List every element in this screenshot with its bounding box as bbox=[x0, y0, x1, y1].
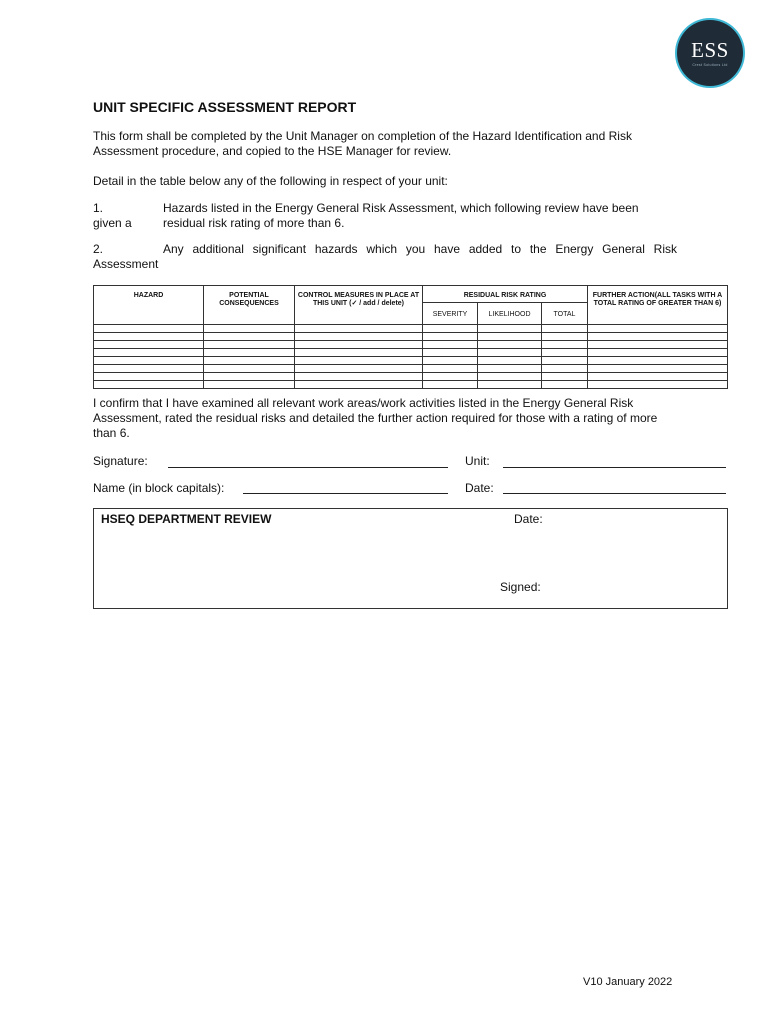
table-row bbox=[94, 325, 728, 333]
table-cell[interactable] bbox=[204, 381, 295, 389]
table-cell[interactable] bbox=[588, 381, 728, 389]
table-cell[interactable] bbox=[588, 357, 728, 365]
table-cell[interactable] bbox=[423, 357, 478, 365]
version-footer: V10 January 2022 bbox=[583, 976, 673, 988]
table-cell[interactable] bbox=[204, 333, 295, 341]
table-cell[interactable] bbox=[588, 365, 728, 373]
table-cell[interactable] bbox=[588, 325, 728, 333]
table-cell[interactable] bbox=[295, 373, 423, 381]
table-cell[interactable] bbox=[94, 357, 204, 365]
table-cell[interactable] bbox=[423, 365, 478, 373]
page-title: UNIT SPECIFIC ASSESSMENT REPORT bbox=[93, 99, 357, 115]
table-cell[interactable] bbox=[295, 341, 423, 349]
company-logo bbox=[677, 20, 743, 86]
table-row bbox=[94, 381, 728, 389]
logo-text: ESS bbox=[691, 37, 729, 62]
residual-risk-header: RESIDUAL RISK RATING bbox=[423, 286, 588, 303]
signature-label: Signature: bbox=[93, 454, 148, 468]
consequences-header: POTENTIAL CONSEQUENCES bbox=[204, 286, 295, 325]
table-cell[interactable] bbox=[478, 365, 542, 373]
table-cell[interactable] bbox=[542, 357, 588, 365]
name-line[interactable] bbox=[243, 493, 448, 494]
date-line[interactable] bbox=[503, 493, 726, 494]
table-row bbox=[94, 333, 728, 341]
table-cell[interactable] bbox=[478, 373, 542, 381]
list-text: Any additional significant hazards which you have added to the Energy General Risk bbox=[163, 242, 677, 256]
review-signed-label: Signed: bbox=[500, 580, 541, 594]
table-cell[interactable] bbox=[588, 333, 728, 341]
table-row bbox=[94, 373, 728, 381]
table-cell[interactable] bbox=[94, 365, 204, 373]
unit-line[interactable] bbox=[503, 467, 726, 468]
table-cell[interactable] bbox=[295, 381, 423, 389]
confirmation-paragraph: I confirm that I have examined all relevant work areas/work activities listed in the Energy General Risk Assessment, rated the residual risks and detailed the further action required for those with a rating of more than 6. bbox=[93, 396, 658, 440]
table-row bbox=[94, 341, 728, 349]
list-number: 1. bbox=[93, 201, 104, 215]
likelihood-header: LIKELIHOOD bbox=[478, 303, 542, 325]
list-text-prefix: given a bbox=[93, 216, 132, 230]
table-cell[interactable] bbox=[295, 349, 423, 357]
severity-header: SEVERITY bbox=[423, 303, 478, 325]
table-cell[interactable] bbox=[542, 381, 588, 389]
table-cell[interactable] bbox=[423, 373, 478, 381]
table-cell[interactable] bbox=[94, 373, 204, 381]
logo-subtitle: Crest Solutions Ltd bbox=[692, 62, 728, 67]
table-cell[interactable] bbox=[94, 333, 204, 341]
table-cell[interactable] bbox=[478, 381, 542, 389]
hazard-header: HAZARD bbox=[94, 286, 204, 325]
further-action-header: FURTHER ACTION(ALL TASKS WITH A TOTAL RATING OF GREATER THAN 6) bbox=[588, 286, 728, 325]
table-cell[interactable] bbox=[478, 325, 542, 333]
table-cell[interactable] bbox=[423, 381, 478, 389]
table-cell[interactable] bbox=[295, 365, 423, 373]
table-cell[interactable] bbox=[588, 349, 728, 357]
table-cell[interactable] bbox=[542, 341, 588, 349]
list-text: residual risk rating of more than 6. bbox=[163, 216, 345, 230]
review-date-label: Date: bbox=[514, 512, 543, 526]
unit-label: Unit: bbox=[465, 454, 490, 468]
signature-line[interactable] bbox=[168, 467, 448, 468]
table-cell[interactable] bbox=[204, 373, 295, 381]
risk-table-body bbox=[94, 325, 728, 389]
risk-table bbox=[93, 285, 728, 389]
table-cell[interactable] bbox=[204, 325, 295, 333]
table-cell[interactable] bbox=[94, 381, 204, 389]
table-cell[interactable] bbox=[94, 341, 204, 349]
table-cell[interactable] bbox=[204, 349, 295, 357]
table-cell[interactable] bbox=[478, 349, 542, 357]
table-cell[interactable] bbox=[588, 373, 728, 381]
table-cell[interactable] bbox=[295, 325, 423, 333]
table-cell[interactable] bbox=[423, 341, 478, 349]
table-cell[interactable] bbox=[542, 373, 588, 381]
table-cell[interactable] bbox=[204, 341, 295, 349]
table-cell[interactable] bbox=[423, 349, 478, 357]
table-row bbox=[94, 357, 728, 365]
table-cell[interactable] bbox=[204, 365, 295, 373]
name-label: Name (in block capitals): bbox=[93, 481, 225, 495]
list-text: Assessment bbox=[93, 257, 159, 271]
table-cell[interactable] bbox=[94, 325, 204, 333]
table-cell[interactable] bbox=[542, 325, 588, 333]
table-cell[interactable] bbox=[542, 365, 588, 373]
review-title: HSEQ DEPARTMENT REVIEW bbox=[101, 512, 272, 526]
table-cell[interactable] bbox=[542, 349, 588, 357]
detail-paragraph: Detail in the table below any of the following in respect of your unit: bbox=[93, 174, 448, 188]
table-cell[interactable] bbox=[588, 341, 728, 349]
intro-paragraph: This form shall be completed by the Unit Manager on completion of the Hazard Identification and Risk Assessment procedure, and copied to the HSE Manager for review. bbox=[93, 129, 632, 158]
table-cell[interactable] bbox=[204, 357, 295, 365]
table-cell[interactable] bbox=[542, 333, 588, 341]
table-cell[interactable] bbox=[478, 341, 542, 349]
table-cell[interactable] bbox=[423, 325, 478, 333]
table-cell[interactable] bbox=[295, 333, 423, 341]
list-number: 2. bbox=[93, 242, 104, 256]
list-item-1 bbox=[93, 201, 677, 231]
table-cell[interactable] bbox=[295, 357, 423, 365]
table-cell[interactable] bbox=[94, 349, 204, 357]
table-cell[interactable] bbox=[423, 333, 478, 341]
date-label: Date: bbox=[465, 481, 494, 495]
list-item-2 bbox=[93, 242, 677, 272]
table-row bbox=[94, 365, 728, 373]
table-cell[interactable] bbox=[478, 357, 542, 365]
total-header: TOTAL bbox=[542, 303, 588, 325]
table-cell[interactable] bbox=[478, 333, 542, 341]
control-measures-header: CONTROL MEASURES IN PLACE AT THIS UNIT (✓ / add / delete) bbox=[295, 286, 423, 325]
table-row bbox=[94, 349, 728, 357]
hseq-review-box bbox=[93, 508, 728, 609]
list-text: Hazards listed in the Energy General Risk Assessment, which following review have been bbox=[163, 201, 639, 215]
